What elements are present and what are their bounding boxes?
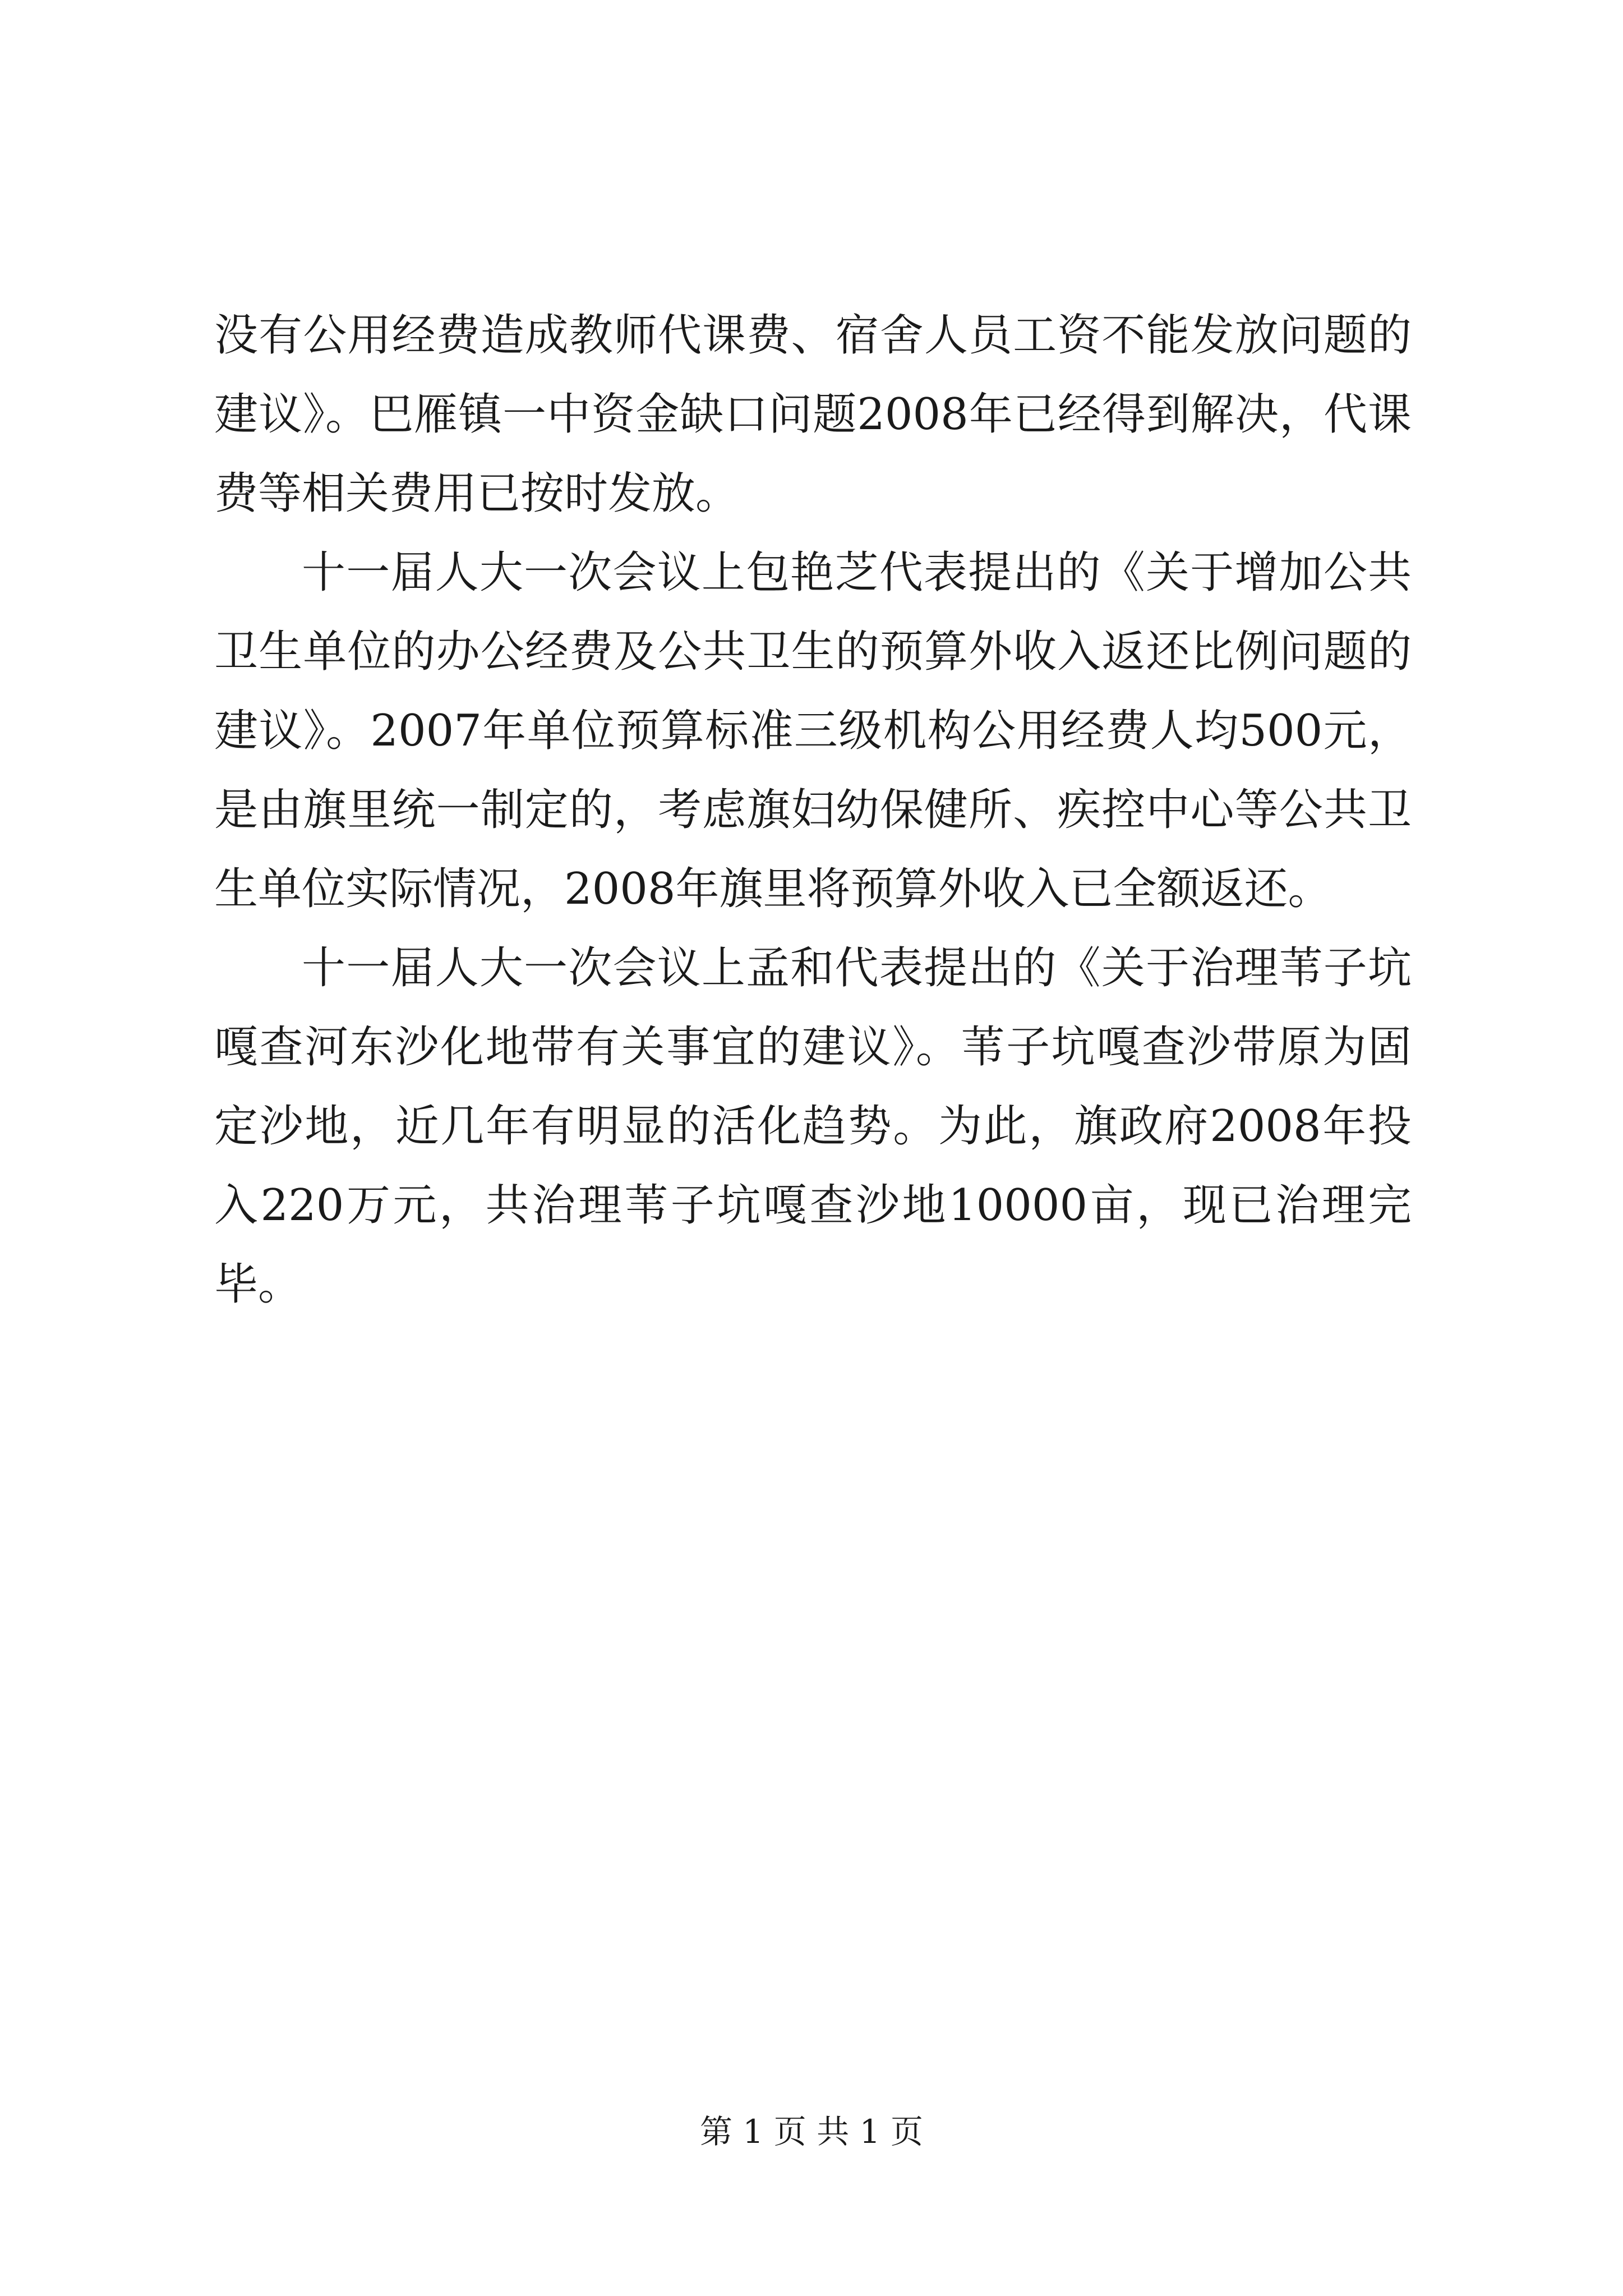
paragraph-1: 没有公用经费造成教师代课费、宿舍人员工资不能发放问题的建议》。巴雁镇一中资金缺口问题2008年已经得到解决，代课费等相关费用已按时发放。 bbox=[214, 310, 1412, 519]
page-footer: 第 1 页 共 1 页 bbox=[700, 2113, 923, 2151]
paragraph-2: 十一届人大一次会议上包艳芝代表提出的《关于增加公共卫生单位的办公经费及公共卫生的预算外收入返还比例问题的建议》。2007年单位预算标准三级机构公用经费人均500元，是由旗里统一制定的，考虑旗妇幼保健所、疾控中心等公共卫生单位实际情况，2008年旗里将预算外收入已全额返还。 bbox=[214, 547, 1412, 914]
document-body bbox=[214, 296, 1412, 1324]
paragraph-3: 十一届人大一次会议上孟和代表提出的《关于治理苇子坑嘎查河东沙化地带有关事宜的建议》。苇子坑嘎查沙带原为固定沙地，近几年有明显的活化趋势。为此，旗政府2008年投入220万元，共治理苇子坑嘎查沙地10000亩，现已治理完毕。 bbox=[214, 943, 1412, 1310]
